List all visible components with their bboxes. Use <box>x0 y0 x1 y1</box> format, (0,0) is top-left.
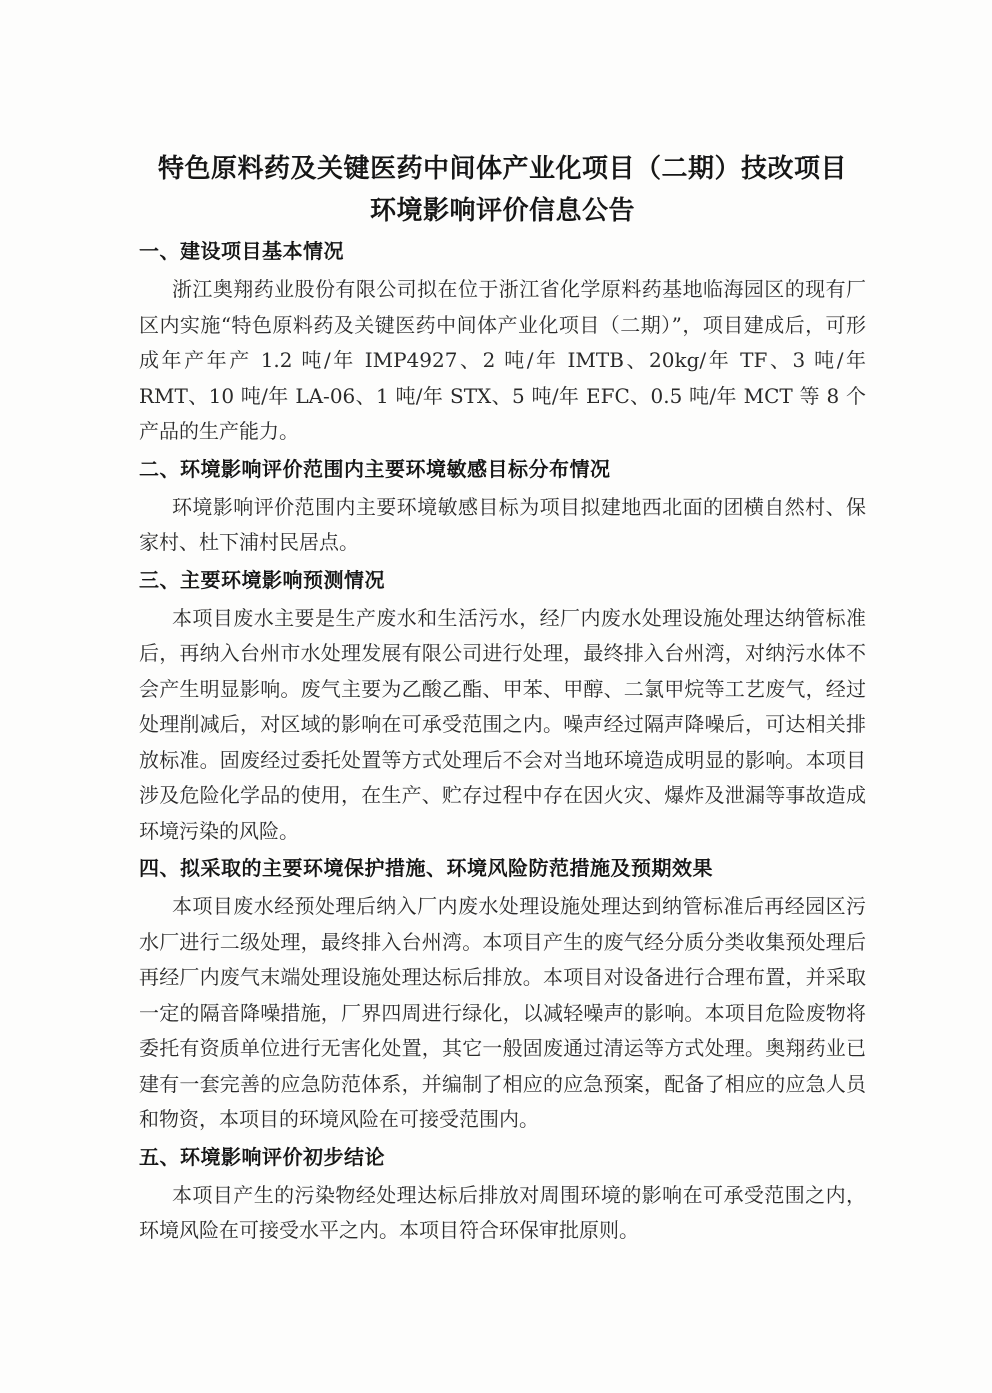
section-sensitive-targets <box>139 456 866 561</box>
section-impact-prediction-heading: 三、主要环境影响预测情况 <box>139 567 385 592</box>
document-title <box>139 148 866 232</box>
section-sensitive-targets-heading: 二、环境影响评价范围内主要环境敏感目标分布情况 <box>139 456 611 481</box>
section-impact-prediction-body: 本项目废水主要是生产废水和生活污水，经厂内废水处理设施处理达纳管标准后，再纳入台州市水处理发展有限公司进行处理，最终排入台州湾，对纳污水体不会产生明显影响。废气主要为乙酸乙酯、甲苯、甲醇、二氯甲烷等工艺废气，经过处理削减后，对区域的影响在可承受范围之内。噪声经过隔声降噪后，可达相关排放标准。固废经过委托处置等方式处理后不会对当地环境造成明显的影响。本项目涉及危险化学品的使用，在生产、贮存过程中存在因火灾、爆炸及泄漏等事故造成环境污染的风险。 <box>139 605 866 843</box>
section-impact-prediction <box>139 567 866 850</box>
section-project-basics-heading: 一、建设项目基本情况 <box>139 239 344 263</box>
document-title-line-2: 环境影响评价信息公告 <box>369 196 635 226</box>
section-preliminary-conclusion <box>139 1144 866 1249</box>
section-project-basics-body: 浙江奥翔药业股份有限公司拟在位于浙江省化学原料药基地临海园区的现有厂区内实施“特色原料药及关键医药中间体产业化项目（二期）”，项目建成后，可形成年产年产 1.2 吨/年 IMP4927、2 吨/年 IMTB、20kg/年 TF、3 吨/年 RMT、10 吨/年 LA-06、1 吨/年 STX、5 吨/年 EFC、0.5 吨/年 MCT 等 8 个产品的生产能力。 <box>139 277 866 443</box>
document-title-line-1: 特色原料药及关键医药中间体产业化项目（二期）技改项目 <box>157 154 847 184</box>
section-preliminary-conclusion-heading: 五、环境影响评价初步结论 <box>139 1144 385 1169</box>
section-protection-measures-body: 本项目废水经预处理后纳入厂内废水处理设施处理达到纳管标准后再经园区污水厂进行二级处理，最终排入台州湾。本项目产生的废气经分质分类收集预处理后再经厂内废气末端处理设施处理达标后排放。本项目对设备进行合理布置，并采取一定的隔音降噪措施，厂界四周进行绿化，以减轻噪声的影响。本项目危险废物将委托有资质单位进行无害化处置，其它一般固废通过清运等方式处理。奥翔药业已建有一套完善的应急防范体系，并编制了相应的应急预案，配备了相应的应急人员和物资，本项目的环境风险在可接受范围内。 <box>139 894 866 1131</box>
section-preliminary-conclusion-body: 本项目产生的污染物经处理达标后排放对周围环境的影响在可承受范围之内，环境风险在可接受水平之内。本项目符合环保审批原则。 <box>139 1182 866 1242</box>
section-protection-measures <box>139 855 866 1138</box>
section-project-basics <box>139 238 866 450</box>
document-content <box>139 148 866 1251</box>
section-protection-measures-heading: 四、拟采取的主要环境保护措施、环境风险防范措施及预期效果 <box>139 856 713 880</box>
section-sensitive-targets-body: 环境影响评价范围内主要环境敏感目标为项目拟建地西北面的团横自然村、保家村、杜下浦村民居点。 <box>139 494 866 554</box>
